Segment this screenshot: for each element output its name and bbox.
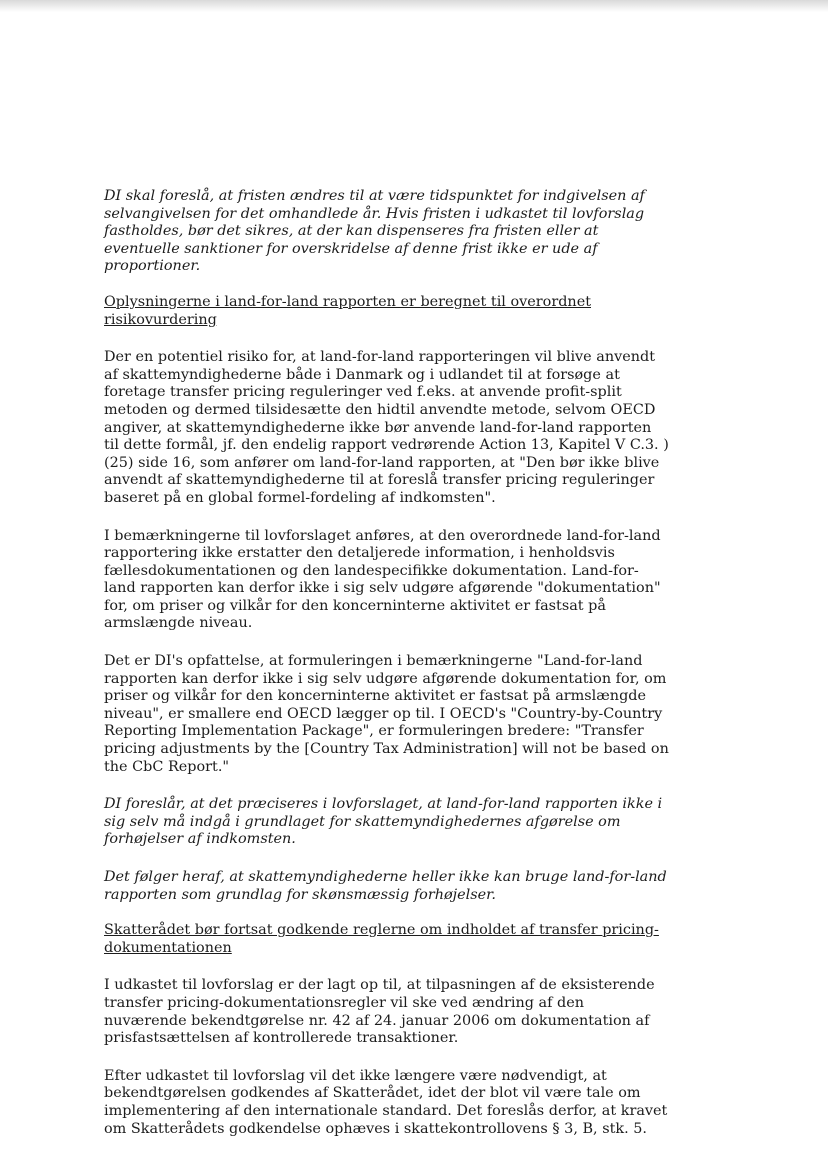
- section-heading-tax-council: Skatterådet bør fortsat godkende reglerne om indholdet af transfer pricing-dokumentationen: [104, 922, 659, 956]
- section-heading-risk-assessment: Oplysningerne i land-for-land rapporten er beregnet til overordnet risikovurdering: [104, 293, 591, 328]
- body-paragraph-di-opinion: Det er DI's opfattelse, at formuleringen i bemærkningerne "Land-for-land rapporten kan derfor ikke i sig selv udgøre afgørende dokumentation for, om priser og vilkår for den koncerninterne aktivitet er fastsat på armslængde niveau", er smallere end OECD lægger op til. I OECD's "Country-by-Country Reporting Implementation Package", er formuleringen bredere: "Transfer pricing adjustments by the [Country Tax Administration] will not be based on the CbC Report.": [104, 653, 669, 775]
- body-paragraph-draft-bill: I udkastet til lovforslag er der lagt op til, at tilpasningen af de eksisterende transfer pricing-dokumentationsregler vil ske ved ændring af den nuværende bekendtgørelse nr. 42 af 24. januar 2006 om dokumentation af prisfastsættelsen af kontrollerede transaktioner.: [104, 977, 655, 1047]
- body-paragraph-remarks: I bemærkningerne til lovforslaget anføres, at den overordnede land-for-land rapportering ikke erstatter den detaljerede information, i henholdsvis fællesdokumentationen og den landespecifikke dokumentation. Land-for-land rapporten kan derfor ikke i sig selv udgøre afgørende "dokumentation" for, om priser og vilkår for den koncerninterne aktivitet er fastsat på armslængde niveau.: [104, 527, 661, 632]
- document-page: [104, 188, 670, 1138]
- scan-top-edge: [0, 0, 828, 12]
- body-paragraph-approval: Efter udkastet til lovforslag vil det ikke længere være nødvendigt, at bekendtgørelsen godkendes af Skatterådet, idet der blot vil være tale om implementering af den internationale standard. Det foreslås derfor, at kravet om Skatterådets godkendelse ophæves i skattekontrollovens § 3, B, stk. 5.: [104, 1067, 668, 1137]
- proposal-paragraph-clarify: DI foreslår, at det præciseres i lovforslaget, at land-for-land rapporten ikke i sig selv må indgå i grundlaget for skattemyndighedernes afgørelse om forhøjelser af indkomsten.: [104, 796, 663, 848]
- proposal-paragraph-deadline: DI skal foreslå, at fristen ændres til at være tidspunktet for indgivelsen af selvangivelsen for det omhandlede år. Hvis fristen i udkastet til lovforslag fastholdes, bør det sikres, at der kan dispenseres fra fristen eller at eventuelle sanktioner for overskridelse af denne frist ikke er ude af proportioner.: [104, 188, 645, 275]
- proposal-paragraph-consequence: Det følger heraf, at skattemyndighederne heller ikke kan bruge land-for-land rapporten som grundlag for skønsmæssig forhøjelser.: [104, 869, 667, 903]
- body-paragraph-risk: Der en potentiel risiko for, at land-for-land rapporteringen vil blive anvendt af skattemyndighederne både i Danmark og i udlandet til at forsøge at foretage transfer pricing reguleringer ved f.eks. at anvende profit-split metoden og dermed tilsidesætte den hidtil anvendte metode, selvom OECD angiver, at skattemyndighederne ikke bør anvende land-for-land rapporten til dette formål, jf. den endelig rapport vedrørende Action 13, Kapitel V C.3. )(25) side 16, som anfører om land-for-land rapporten, at "Den bør ikke blive anvendt af skattemyndighederne til at foreslå transfer pricing reguleringer baseret på en global formel-fordeling af indkomsten".: [104, 349, 669, 506]
